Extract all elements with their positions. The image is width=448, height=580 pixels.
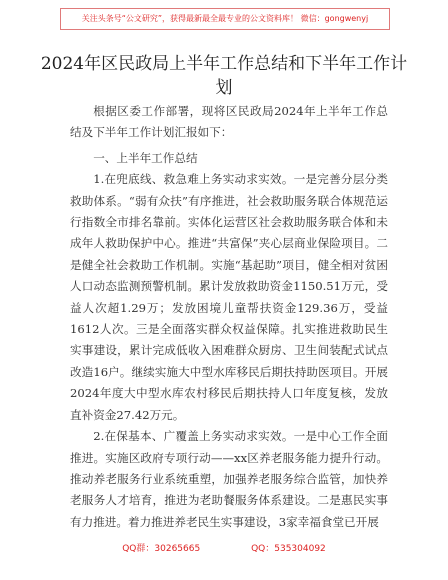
footer-qq-group: QQ群：30265665 bbox=[122, 544, 201, 554]
body-paragraph-1: 1.在兜底线、救急难上务实动求实效。一是完善分层分类救助体系。“弱有众扶”有序推进，社会救助服务联合体规范运行指数全市排名靠前。实体化运营区社会救助服务联合体和未成年人救助保护中心。推进“共富保”夹心层商业保险项目。二是健全社会救助工作机制。实施“基起助”项目，健全相对贫困人口动态监测预警机制。累计发放救助资金1150.51万元，受益人次超1.29万；发放困境儿童帮扶资金129.36万，受益1612人次。三是全面落实群众权益保障。扎实推进救助民生实事建设，累计完成低收入困难群众厨房、卫生间装配式试点改造16户。继续实施大中型水库移民后期扶持助医项目。开展2024年度大中型水库农村移民后期扶持人口年度复核，发放直补资金27.42万元。 bbox=[70, 172, 388, 422]
intro-paragraph: 根据区委工作部署，现将区民政局2024年上半年工作总结及下半年工作计划汇报如下： bbox=[70, 104, 388, 140]
footer-qq-contact: QQ：535304092 bbox=[251, 544, 326, 554]
document-title: 2024年区民政局上半年工作总结和下半年工作计划 bbox=[40, 54, 408, 98]
document-body bbox=[70, 101, 388, 533]
section-heading: 一、上半年工作总结 bbox=[93, 150, 198, 165]
page-footer bbox=[0, 541, 448, 554]
promo-banner: 关注头条号“公文研究”，获得最新最全最专业的公文资料库！ 微信：gongwenyj bbox=[60, 8, 390, 30]
body-paragraph-2: 2.在保基本、广覆盖上务实动求实效。一是中心工作全面推进。实施区政府专项行动——xx区养老服务能力提升行动。推动养老服务行业系统重塑，加强养老服务综合监管，加快养老服务人才培育，推进为老助餐服务体系建设。二是惠民实事有力推进。着力推进养老民生实事建设，3家幸福食堂已开展 bbox=[70, 429, 388, 529]
